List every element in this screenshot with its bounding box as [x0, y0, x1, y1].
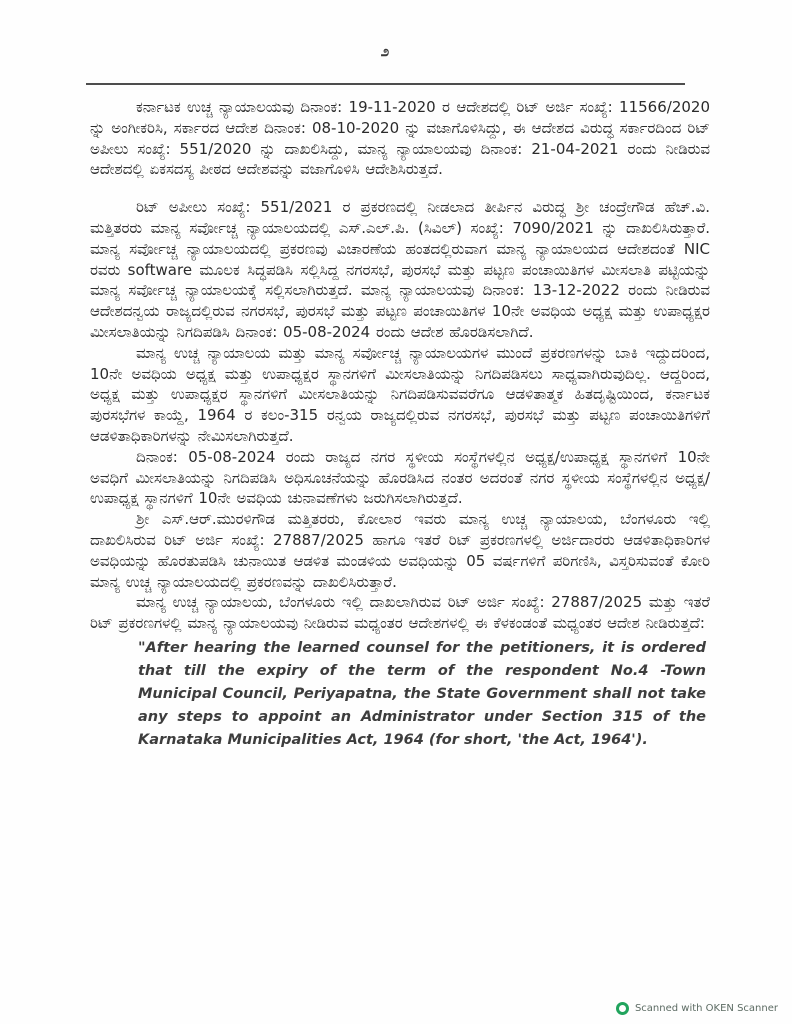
- body-paragraph-writ-27887-2025: ಶ್ರೀ ಎಸ್.ಆರ್.ಮುರಳಿಗೌಡ ಮತ್ತಿತರರು, ಕೋಲಾರ ಇವರು ಮಾನ್ಯ ಉಚ್ಚ ನ್ಯಾಯಾಲಯ, ಬೆಂಗಳೂರು ಇಲ್ಲಿ ದಾಖಲಿಸಿರುವ ರಿಟ್ ಅರ್ಜಿ ಸಂಖ್ಯೆ: 27887/2025 ಹಾಗೂ ಇತರೆ ರಿಟ್ ಪ್ರಕರಣಗಳಲ್ಲಿ ಅರ್ಜಿದಾರರು ಆಡಳಿತಾಧಿಕಾರಿಗಳ ಅವಧಿಯನ್ನು ಹೊರತುಪಡಿಸಿ ಚುನಾಯಿತ ಆಡಳಿತ ಮಂಡಳಿಯ ಅವಧಿಯನ್ನು 05 ವರ್ಷಗಳಿಗೆ ಪರಿಗಣಿಸಿ, ವಿಸ್ತರಿಸುವಂತೆ ಕೋರಿ ಮಾನ್ಯ ಉಚ್ಚ ನ್ಯಾಯಾಲಯದಲ್ಲಿ ಪ್ರಕರಣವನ್ನು ದಾಖಲಿಸಿರುತ್ತಾರೆ.: [90, 510, 710, 591]
- body-paragraph-administrators-appointed: ಮಾನ್ಯ ಉಚ್ಚ ನ್ಯಾಯಾಲಯ ಮತ್ತು ಮಾನ್ಯ ಸರ್ವೋಚ್ಚ ನ್ಯಾಯಾಲಯಗಳ ಮುಂದೆ ಪ್ರಕರಣಗಳನ್ನು ಬಾಕಿ ಇದ್ದುದರಿಂದ, 10ನೇ ಅವಧಿಯ ಅಧ್ಯಕ್ಷ ಮತ್ತು ಉಪಾಧ್ಯಕ್ಷರ ಸ್ಥಾನಗಳಿಗೆ ಮೀಸಲಾತಿಯನ್ನು ನಿಗದಿಪಡಿಸಲು ಸಾಧ್ಯವಾಗಿರುವುದಿಲ್ಲ. ಆದ್ದರಿಂದ, ಅಧ್ಯಕ್ಷ ಮತ್ತು ಉಪಾಧ್ಯಕ್ಷರ ಸ್ಥಾನಗಳಿಗೆ ಮೀಸಲಾತಿಯನ್ನು ನಿಗದಿಪಡಿಸುವವರೆಗೂ ಆಡಳಿತಾತ್ಮಕ ಹಿತದೃಷ್ಟಿಯಿಂದ, ಕರ್ನಾಟಕ ಪುರಸಭೆಗಳ ಕಾಯ್ದೆ, 1964 ರ ಕಲಂ-315 ರನ್ವಯ ರಾಜ್ಯದಲ್ಲಿರುವ ನಗರಸಭೆ, ಪುರಸಭೆ ಮತ್ತು ಪಟ್ಟಣ ಪಂಚಾಯಿತಿಗಳಿಗೆ ಆಡಳಿತಾಧಿಕಾರಿಗಳನ್ನು ನೇಮಿಸಲಾಗಿರುತ್ತದೆ.: [90, 343, 710, 445]
- scanner-badge: [616, 1002, 778, 1015]
- oken-scanner-icon: [616, 1002, 629, 1015]
- document-body: [90, 97, 710, 752]
- interim-order-quote: "After hearing the learned counsel for the petitioners, it is ordered that till the expiry of the term of the respondent No.4 -Town Municipal Council, Periyapatna, the State Government shall not take any steps to appoint an Administrator under Section 315 of the Karnataka Municipalities Act, 1964 (for short, 'the Act, 1964').: [138, 639, 706, 748]
- body-paragraph-writ-appeal-2020: ಕರ್ನಾಟಕ ಉಚ್ಚ ನ್ಯಾಯಾಲಯವು ದಿನಾಂಕ: 19-11-2020 ರ ಆದೇಶದಲ್ಲಿ ರಿಟ್ ಅರ್ಜಿ ಸಂಖ್ಯೆ: 11566/2020 ನ್ನು ಅಂಗೀಕರಿಸಿ, ಸರ್ಕಾರದ ಆದೇಶ ದಿನಾಂಕ: 08-10-2020 ನ್ನು ವಜಾಗೊಳಿಸಿದ್ದು, ಈ ಆದೇಶದ ವಿರುದ್ಧ ಸರ್ಕಾರದಿಂದ ರಿಟ್ ಅಪೀಲು ಸಂಖ್ಯೆ: 551/2020 ನ್ನು ದಾಖಲಿಸಿದ್ದು, ಮಾನ್ಯ ನ್ಯಾಯಾಲಯವು ದಿನಾಂಕ: 21-04-2021 ರಂದು ನೀಡಿರುವ ಆದೇಶದಲ್ಲಿ ಏಕಸದಸ್ಯ ಪೀಠದ ಆದೇಶವನ್ನು ವಜಾಗೊಳಿಸಿ ಆದೇಶಿಸಿರುತ್ತದೆ.: [90, 98, 710, 179]
- page-number: ೨: [380, 42, 391, 60]
- body-paragraph-slp-7090-2021: ರಿಟ್ ಅಪೀಲು ಸಂಖ್ಯೆ: 551/2021 ರ ಪ್ರಕರಣದಲ್ಲಿ ನೀಡಲಾದ ತೀರ್ಪಿನ ವಿರುದ್ಧ ಶ್ರೀ ಚಂದ್ರೇಗೌಡ ಹೆಚ್.ವಿ. ಮತ್ತಿತರರು ಮಾನ್ಯ ಸರ್ವೋಚ್ಚ ನ್ಯಾಯಾಲಯದಲ್ಲಿ ಎಸ್.ಎಲ್.ಪಿ. (ಸಿವಿಲ್) ಸಂಖ್ಯೆ: 7090/2021 ನ್ನು ದಾಖಲಿಸಿರುತ್ತಾರೆ. ಮಾನ್ಯ ಸರ್ವೋಚ್ಚ ನ್ಯಾಯಾಲಯದಲ್ಲಿ ಪ್ರಕರಣವು ವಿಚಾರಣೆಯ ಹಂತದಲ್ಲಿರುವಾಗ ಮಾನ್ಯ ನ್ಯಾಯಾಲಯದ ಆದೇಶದಂತೆ NIC ರವರು software ಮೂಲಕ ಸಿದ್ಧಪಡಿಸಿ ಸಲ್ಲಿಸಿದ್ದ ನಗರಸಭೆ, ಪುರಸಭೆ ಮತ್ತು ಪಟ್ಟಣ ಪಂಚಾಯಿತಿಗಳ ಮೀಸಲಾತಿ ಪಟ್ಟಿಯನ್ನು ಮಾನ್ಯ ಸರ್ವೋಚ್ಚ ನ್ಯಾಯಾಲಯಕ್ಕೆ ಸಲ್ಲಿಸಲಾಗಿರುತ್ತದೆ. ಮಾನ್ಯ ನ್ಯಾಯಾಲಯವು ದಿನಾಂಕ: 13-12-2022 ರಂದು ನೀಡಿರುವ ಆದೇಶದನ್ವಯ ರಾಜ್ಯದಲ್ಲಿರುವ ನಗರಸಭೆ, ಪುರಸಭೆ ಮತ್ತು ಪಟ್ಟಣ ಪಂಚಾಯಿತಿಗಳ 10ನೇ ಅವಧಿಯ ಅಧ್ಯಕ್ಷ ಮತ್ತು ಉಪಾಧ್ಯಕ್ಷರ ಮೀಸಲಾತಿಯನ್ನು ನಿಗದಿಪಡಿಸಿ ದಿನಾಂಕ: 05-08-2024 ರಂದು ಆದೇಶ ಹೊರಡಿಸಲಾಗಿದೆ.: [90, 198, 710, 341]
- header-rule: [86, 83, 685, 85]
- body-paragraph-interim-orders-intro: ಮಾನ್ಯ ಉಚ್ಚ ನ್ಯಾಯಾಲಯ, ಬೆಂಗಳೂರು ಇಲ್ಲಿ ದಾಖಲಾಗಿರುವ ರಿಟ್ ಅರ್ಜಿ ಸಂಖ್ಯೆ: 27887/2025 ಮತ್ತು ಇತರೆ ರಿಟ್ ಪ್ರಕರಣಗಳಲ್ಲಿ ಮಾನ್ಯ ನ್ಯಾಯಾಲಯವು ನೀಡಿರುವ ಮಧ್ಯಂತರ ಆದೇಶಗಳಲ್ಲಿ ಈ ಕೆಳಕಂಡಂತೆ ಮಧ್ಯಂತರ ಆದೇಶ ನೀಡಿರುತ್ತದೆ:: [90, 593, 710, 633]
- body-paragraph-elections-held: ದಿನಾಂಕ: 05-08-2024 ರಂದು ರಾಜ್ಯದ ನಗರ ಸ್ಥಳೀಯ ಸಂಸ್ಥೆಗಳಲ್ಲಿನ ಅಧ್ಯಕ್ಷ/ಉಪಾಧ್ಯಕ್ಷ ಸ್ಥಾನಗಳಿಗೆ 10ನೇ ಅವಧಿಗೆ ಮೀಸಲಾತಿಯನ್ನು ನಿಗದಿಪಡಿಸಿ ಅಧಿಸೂಚನೆಯನ್ನು ಹೊರಡಿಸಿದ ನಂತರ ಅದರಂತೆ ನಗರ ಸ್ಥಳೀಯ ಸಂಸ್ಥೆಗಳಲ್ಲಿನ ಅಧ್ಯಕ್ಷ/ಉಪಾಧ್ಯಕ್ಷ ಸ್ಥಾನಗಳಿಗೆ 10ನೇ ಅವಧಿಯ ಚುನಾವಣೆಗಳು ಜರುಗಿಸಲಾಗಿರುತ್ತದೆ.: [90, 447, 710, 508]
- scanner-badge-label: Scanned with OKEN Scanner: [634, 1003, 778, 1014]
